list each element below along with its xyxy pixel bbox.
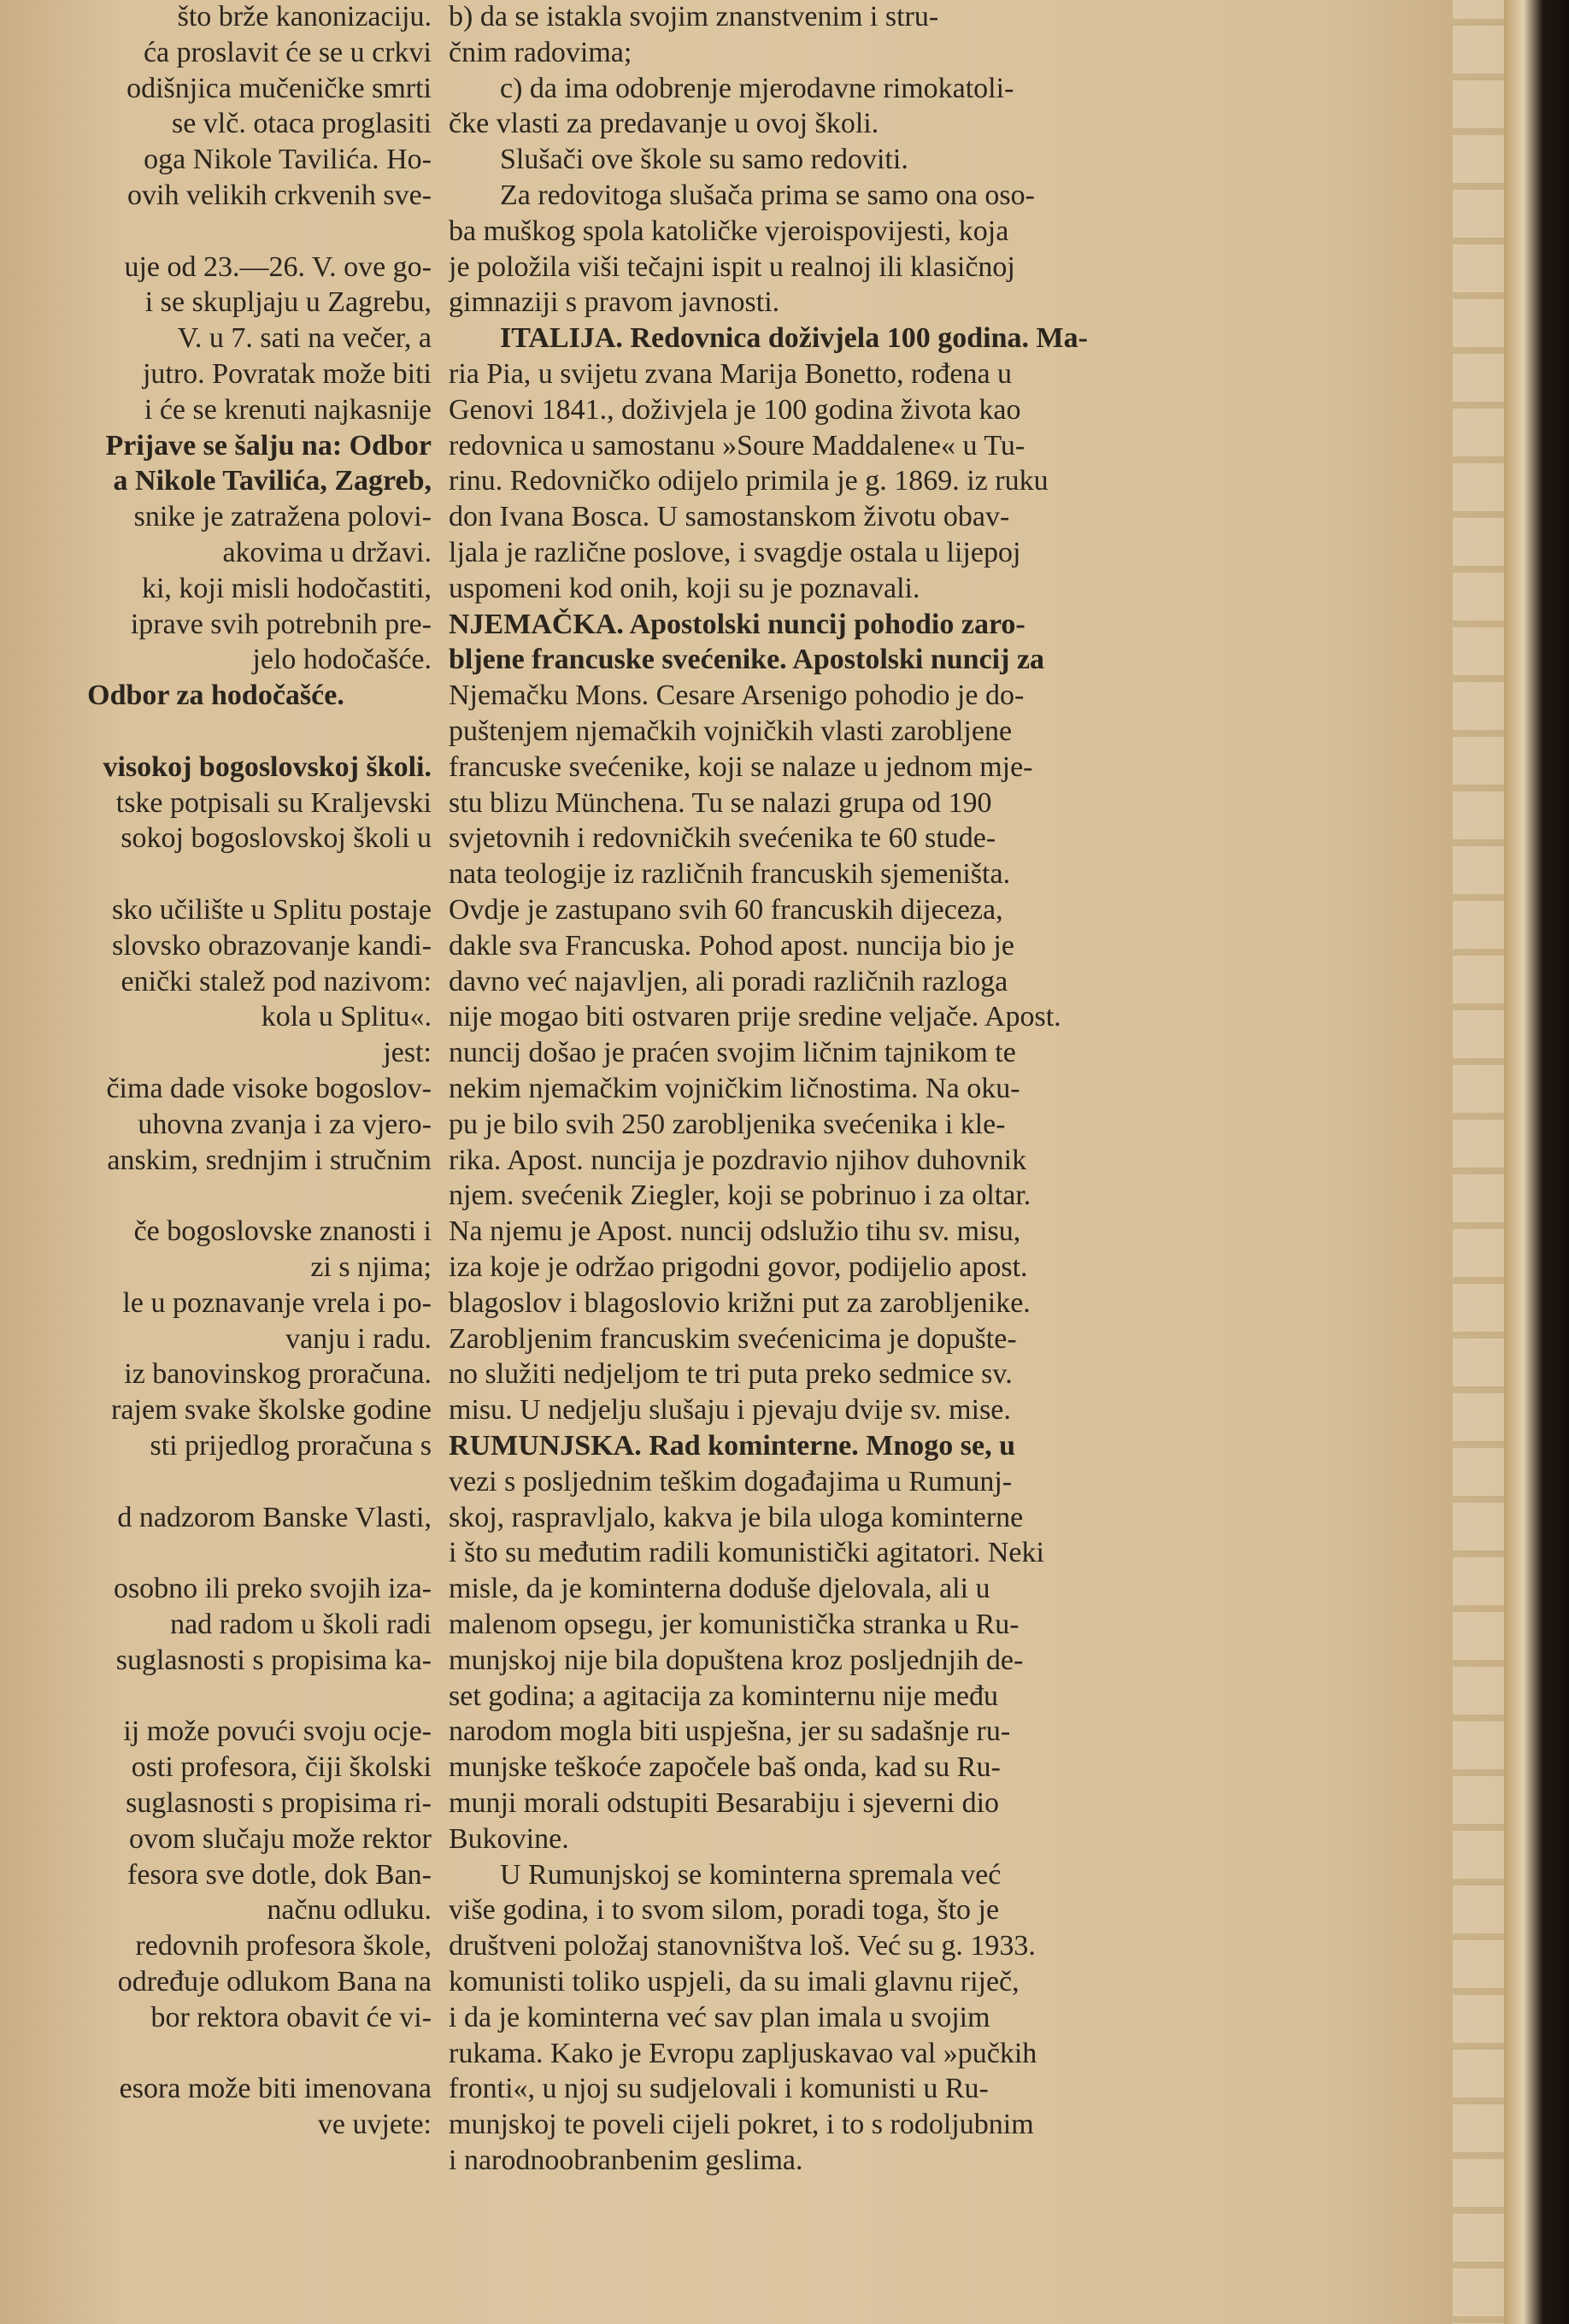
right_column-line: svjetovnih i redovničkih svećenika te 60 stude- bbox=[449, 822, 996, 855]
right_column-line: nata teologije iz različnih francuskih sjemeništa. bbox=[449, 858, 1011, 891]
left_column-line: što brže kanonizaciju. bbox=[177, 1, 432, 32]
left_column-line: vanju i radu. bbox=[285, 1322, 432, 1355]
right_column-line: društveni položaj stanovništva loš. Već su g. 1933. bbox=[449, 1930, 1036, 1962]
right_column-line: nije mogao biti ostvaren prije sredine veljače. Apost. bbox=[449, 1001, 1061, 1033]
left_column-line: iz banovinskog proračuna. bbox=[124, 1358, 432, 1391]
right_column-line: Genovi 1841., doživjela je 100 godina života kao bbox=[449, 393, 1021, 426]
right_column-line: Njemačku Mons. Cesare Arsenigo pohodio je do- bbox=[449, 680, 1025, 712]
right_column-line: redovnica u samostanu »Soure Maddalene« u Tu- bbox=[449, 429, 1025, 462]
right_column-line: je položila viši tečajni ispit u realnoj ili klasičnoj bbox=[449, 250, 1015, 283]
left_column-line: i će se krenuti najkasnije bbox=[144, 393, 432, 426]
left_column-line: če bogoslovske znanosti i bbox=[133, 1215, 432, 1248]
right_column-line: blagoslov i blagoslovio križni put za zarobljenike. bbox=[449, 1286, 1031, 1319]
right_column-line: ITALIJA. Redovnica doživjela 100 godina. Ma- bbox=[500, 322, 1088, 355]
right_column-line: c) da ima odobrenje mjerodavne rimokatoli- bbox=[500, 72, 1014, 104]
right_column-line: francuske svećenike, koji se nalaze u jednom mje- bbox=[449, 750, 1033, 783]
right_column-line: vezi s posljednim teškim događajima u Rumunj- bbox=[449, 1465, 1013, 1497]
left_column-line: V. u 7. sati na večer, a bbox=[177, 322, 432, 355]
right_column-line: Za redovitoga slušača prima se samo ona oso- bbox=[500, 179, 1035, 211]
left_column-line: se vlč. otaca proglasiti bbox=[171, 108, 432, 140]
right_column-line: čnim radovima; bbox=[449, 36, 632, 68]
left_column-line: akovima u državi. bbox=[222, 537, 432, 568]
right_column-line: misle, da je kominterna doduše djelovala, ali u bbox=[449, 1573, 990, 1605]
left_column-line: nad radom u školi radi bbox=[170, 1609, 432, 1640]
book-spine bbox=[1504, 0, 1569, 2324]
left_column-line: anskim, srednjim i stručnim bbox=[107, 1144, 432, 1176]
left_column-line: le u poznavanje vrela i po- bbox=[122, 1286, 432, 1319]
left-column bbox=[0, 0, 432, 2324]
right_column-line: davno već najavljen, ali poradi različnih razloga bbox=[449, 965, 1008, 997]
right_column-line: b) da se istakla svojim znanstvenim i stru- bbox=[449, 1, 939, 32]
left_column-line: enički stalež pod nazivom: bbox=[120, 965, 432, 997]
left_column-line: tske potpisali su Kraljevski bbox=[115, 786, 432, 819]
right_column-line: munji morali odstupiti Besarabiju i sjeverni dio bbox=[449, 1787, 1000, 1819]
left_column-line: jest: bbox=[383, 1037, 432, 1069]
right_column-line: komunisti toliko uspjeli, da su imali glavnu riječ, bbox=[449, 1966, 1020, 1997]
right_column-line: fronti«, u njoj su sudjelovali i komunisti u Ru- bbox=[449, 2073, 989, 2105]
right_column-line: njem. svećenik Ziegler, koji se pobrinuo i za oltar. bbox=[449, 1180, 1031, 1212]
right_column-line: iza koje je održao prigodni govor, podijelio apost. bbox=[449, 1251, 1028, 1283]
right_column-line: munjskoj te poveli cijeli pokret, i to s rodoljubnim bbox=[449, 2109, 1034, 2141]
right_column-line: rika. Apost. nuncija je pozdravio njihov duhovnik bbox=[449, 1144, 1027, 1176]
right_column-line: ba muškog spola katoličke vjeroispovijesti, koja bbox=[449, 215, 1009, 247]
left_column-line: zi s njima; bbox=[310, 1251, 432, 1283]
right_column-line: rinu. Redovničko odijelo primila je g. 1869. iz ruku bbox=[449, 465, 1049, 497]
right_column-line: munjskoj nije bila dopuštena kroz posljednjih de- bbox=[449, 1644, 1024, 1676]
left_column-line: osti profesora, čiji školski bbox=[131, 1751, 432, 1784]
right_column-line: gimnaziji s pravom javnosti. bbox=[449, 286, 780, 319]
right_column-line: i što su međutim radili komunistički agitatori. Neki bbox=[449, 1537, 1044, 1569]
left_column-line: slovsko obrazovanje kandi- bbox=[112, 929, 432, 962]
right_column-line: munjske teškoće započele baš onda, kad su Ru- bbox=[449, 1751, 1001, 1784]
right_column-line: Zarobljenim francuskim svećenicima je dopušte- bbox=[449, 1322, 1017, 1355]
right_column-line: i da je kominterna već sav plan imala u svojim bbox=[449, 2001, 990, 2033]
left_column-line: iprave svih potrebnih pre- bbox=[130, 608, 432, 640]
left_column-line: osobno ili preko svojih iza- bbox=[113, 1573, 432, 1605]
left_column-line: ovom slučaju može rektor bbox=[128, 1822, 432, 1855]
right_column-line: Na njemu je Apost. nuncij odslužio tihu sv. misu, bbox=[449, 1215, 1021, 1248]
left_column-line: uhovna zvanja i za vjero- bbox=[138, 1108, 432, 1140]
right_column-line: više godina, i to svom silom, poradi toga, što je bbox=[449, 1894, 1000, 1927]
left_column-line: ij može povući svoju ocje- bbox=[123, 1715, 432, 1748]
left_column-line: fesora sve dotle, dok Ban- bbox=[127, 1858, 432, 1891]
right_column-line: puštenjem njemačkih vojničkih vlasti zarobljene bbox=[449, 715, 1013, 747]
left_column-line: čima dade visoke bogoslov- bbox=[106, 1073, 432, 1104]
left_column-line: d nadzorom Banske Vlasti, bbox=[117, 1501, 432, 1533]
right_column-line: skoj, raspravljalo, kakva je bila uloga kominterne bbox=[449, 1501, 1024, 1533]
right_column-line: ria Pia, u svijetu zvana Marija Bonetto, rođena u bbox=[449, 358, 1013, 390]
right_column-line: i narodnoobranbenim geslima. bbox=[449, 2145, 803, 2176]
left_column-line: Prijave se šalju na: Odbor bbox=[105, 429, 432, 462]
right_column-line: misu. U nedjelju slušaju i pjevaju dvije sv. mise. bbox=[449, 1394, 1011, 1427]
left_column-line: odišnjica mučeničke smrti bbox=[126, 72, 432, 104]
right_column-line: nuncij došao je praćen svojim ličnim tajnikom te bbox=[449, 1037, 1016, 1069]
left_column-line: oga Nikole Tavilića. Ho- bbox=[144, 144, 432, 176]
right_column-line: Bukovine. bbox=[449, 1822, 569, 1855]
left_column-line: sko učilište u Splitu postaje bbox=[112, 894, 432, 926]
left_column-line: ve uvjete: bbox=[317, 2109, 432, 2141]
left_column-line: visokoj bogoslovskoj školi. bbox=[103, 750, 432, 783]
right_column-line: no služiti nedjeljom te tri puta preko sedmice sv. bbox=[449, 1358, 1013, 1391]
left_column-line: redovnih profesora škole, bbox=[135, 1930, 432, 1962]
right_column-line: malenom opsegu, jer komunistička stranka u Ru- bbox=[449, 1609, 1020, 1640]
right_column-line: čke vlasti za predavanje u ovoj školi. bbox=[449, 108, 879, 140]
left_column-line: esora može biti imenovana bbox=[119, 2073, 432, 2105]
left_column-line: rajem svake školske godine bbox=[111, 1394, 432, 1427]
right_column-line: don Ivana Bosca. U samostanskom životu obav- bbox=[449, 501, 1010, 533]
right_column-line: nekim njemačkim vojničkim ličnostima. Na oku- bbox=[449, 1073, 1020, 1104]
right_column-line: Slušači ove škole su samo redoviti. bbox=[500, 144, 908, 176]
left_column-line: Odbor za hodočašće. bbox=[87, 680, 344, 712]
right_column-line: Ovdje je zastupano svih 60 francuskih dijeceza, bbox=[449, 894, 1003, 926]
left_column-line: bor rektora obavit će vi- bbox=[150, 2001, 432, 2033]
right_column-line: bljene francuske svećenike. Apostolski nuncij za bbox=[449, 644, 1045, 676]
left_column-line: i se skupljaju u Zagrebu, bbox=[144, 286, 432, 319]
left_column-line: jelo hodočašće. bbox=[252, 644, 432, 676]
right_column-line: narodom mogla biti uspješna, jer su sadašnje ru- bbox=[449, 1715, 1011, 1748]
right_column-line: dakle sva Francuska. Pohod apost. nuncija bio je bbox=[449, 929, 1014, 962]
left_column-line: uje od 23.—26. V. ove go- bbox=[124, 250, 432, 283]
right_column-line: uspomeni kod onih, koji su je poznavali. bbox=[449, 572, 920, 604]
right-column bbox=[449, 0, 1269, 2324]
left_column-line: jutro. Povratak može biti bbox=[142, 358, 432, 390]
left_column-line: ki, koji misli hodočastiti, bbox=[141, 572, 432, 604]
right_column-line: ljala je različne poslove, i svagdje ostala u lijepoj bbox=[449, 537, 1021, 568]
right_column-line: pu je bilo svih 250 zarobljenika svećenika i kle- bbox=[449, 1108, 1006, 1140]
right_column-line: rukama. Kako je Evropu zapljuskavao val »pučkih bbox=[449, 2037, 1037, 2069]
left_column-line: kola u Splitu«. bbox=[261, 1001, 432, 1033]
left_column-line: a Nikole Tavilića, Zagreb, bbox=[113, 465, 432, 497]
left_column-line: sti prijedlog proračuna s bbox=[150, 1430, 432, 1462]
left_column-line: sokoj bogoslovskoj školi u bbox=[120, 822, 432, 855]
left_column-line: snike je zatražena polovi- bbox=[133, 501, 432, 533]
left_column-line: ća proslavit će se u crkvi bbox=[143, 36, 432, 68]
right_column-line: set godina; a agitacija za kominternu nije među bbox=[449, 1680, 998, 1712]
page-edge bbox=[1453, 0, 1504, 2324]
right_column-line: stu blizu Münchena. Tu se nalazi grupa od 190 bbox=[449, 786, 992, 819]
left_column-line: suglasnosti s propisima ka- bbox=[115, 1644, 432, 1676]
right_column-line: RUMUNJSKA. Rad kominterne. Mnogo se, u bbox=[449, 1430, 1015, 1462]
left_column-line: načnu odluku. bbox=[267, 1894, 432, 1927]
left_column-line: suglasnosti s propisima ri- bbox=[126, 1787, 432, 1819]
right_column-line: U Rumunjskoj se kominterna spremala već bbox=[500, 1858, 1002, 1891]
right_column-line: NJEMAČKA. Apostolski nuncij pohodio zaro- bbox=[449, 608, 1025, 640]
left_column-line: određuje odlukom Bana na bbox=[117, 1966, 432, 1997]
left_column-line: ovih velikih crkvenih sve- bbox=[127, 179, 432, 211]
